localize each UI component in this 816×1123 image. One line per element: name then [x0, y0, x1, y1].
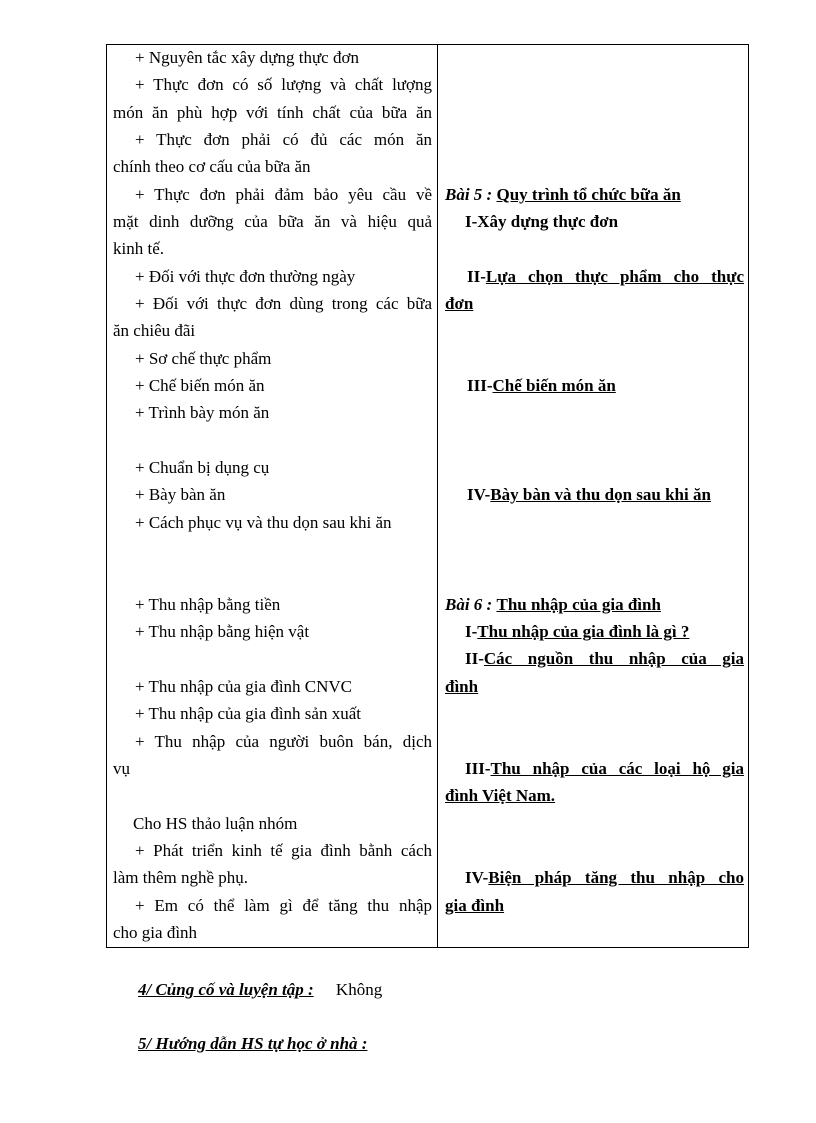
left-line: + Chế biến món ăn — [135, 376, 265, 395]
section-heading — [445, 375, 616, 399]
section-2-title-cont: đơn — [445, 294, 474, 313]
left-line: kinh tế. — [113, 239, 164, 258]
lesson-6-section-3-title: Thu nhập của các loại hộ gia — [490, 759, 744, 778]
section-heading — [465, 211, 618, 235]
left-line: món ăn phù hợp với tính chất của bữa ăn — [113, 103, 432, 122]
section-1-title: I-Xây dựng thực đơn — [465, 212, 619, 231]
left-line: ăn chiêu đãi — [113, 321, 196, 340]
left-line: Cho HS thảo luận nhóm — [133, 814, 298, 833]
left-line: + Bày bàn ăn — [135, 485, 226, 504]
lesson-table — [106, 44, 749, 948]
section-heading-cont — [445, 895, 504, 919]
left-line: + Thực đơn phải đảm bảo yêu cầu về — [135, 185, 432, 204]
section-heading — [445, 484, 711, 508]
left-line: + Thu nhập của gia đình sản xuất — [135, 704, 361, 723]
section-heading-cont — [445, 785, 555, 809]
section-4-value: Không — [335, 980, 383, 999]
section-prefix: IV- — [467, 485, 491, 504]
left-line: + Thu nhập bằng hiện vật — [135, 622, 310, 641]
column-divider — [437, 45, 438, 947]
left-line: + Sơ chế thực phẩm — [135, 349, 272, 368]
lesson-6-section-4-title: Biện pháp tăng thu nhập cho — [488, 868, 744, 887]
section-5-label: 5/ Hướng dẫn HS tự học ở nhà : — [138, 1034, 368, 1053]
section-prefix: II- — [465, 649, 484, 668]
section-prefix: II- — [467, 267, 486, 286]
left-line: cho gia đình — [113, 923, 198, 942]
left-line: + Thu nhập của gia đình CNVC — [135, 677, 353, 696]
section-prefix: III- — [465, 759, 491, 778]
left-line: mặt dinh dưỡng của bữa ăn và hiệu quả — [113, 212, 432, 231]
lesson-6-section-2-title-cont: đình — [445, 677, 479, 696]
lesson-6-label: Bài 6 : — [445, 595, 493, 614]
consolidation-section — [138, 979, 382, 1001]
section-4-title: Bày bàn và thu dọn sau khi ăn — [490, 485, 711, 504]
section-heading-cont — [445, 293, 473, 317]
lesson-6-heading — [445, 594, 661, 618]
section-heading — [445, 867, 744, 891]
section-prefix: III- — [467, 376, 493, 395]
left-line: + Phát triển kinh tế gia đình bằnh cách — [135, 841, 432, 860]
section-2-title: Lựa chọn thực phẩm cho thực — [485, 267, 744, 286]
lesson-6-section-3-title-cont: đình Việt Nam. — [445, 786, 556, 805]
lesson-5-title: Quy trình tổ chức bữa ăn — [496, 185, 681, 204]
section-heading — [445, 758, 744, 782]
left-line: + Em có thể làm gì để tăng thu nhập — [135, 896, 432, 915]
section-4-label: 4/ Củng cố và luyện tập : — [138, 980, 314, 999]
lesson-6-section-4-title-cont: gia đình — [445, 896, 505, 915]
section-heading — [445, 621, 689, 645]
left-line: + Thu nhập bằng tiền — [135, 595, 281, 614]
section-prefix: IV- — [465, 868, 489, 887]
left-line: + Cách phục vụ và thu dọn sau khi ăn — [135, 513, 392, 532]
left-line: chính theo cơ cấu của bữa ăn — [113, 157, 311, 176]
left-line: + Đối với thực đơn thường ngày — [135, 267, 356, 286]
left-line: làm thêm nghề phụ. — [113, 868, 249, 887]
left-line: + Nguyên tắc xây dựng thực đơn — [135, 48, 359, 67]
lesson-5-heading — [445, 184, 681, 208]
section-heading-cont — [445, 676, 478, 700]
left-line: + Chuẩn bị dụng cụ — [135, 458, 270, 477]
left-line: + Thực đơn có số lượng và chất lượng — [135, 75, 432, 94]
left-line: + Thực đơn phải có đủ các món ăn — [135, 130, 432, 149]
homework-section — [138, 1033, 367, 1055]
section-3-title: Chế biến món ăn — [492, 376, 616, 395]
left-line: vụ — [113, 759, 130, 778]
lesson-6-section-1-title: Thu nhập của gia đình là gì ? — [477, 622, 690, 641]
section-heading — [445, 266, 744, 290]
section-prefix: I- — [465, 622, 478, 641]
left-line: + Đối với thực đơn dùng trong các bữa — [135, 294, 432, 313]
section-heading — [445, 648, 744, 672]
lesson-5-label: Bài 5 : — [445, 185, 493, 204]
left-line: + Trình bày món ăn — [135, 403, 270, 422]
lesson-6-section-2-title: Các nguồn thu nhập của gia — [483, 649, 744, 668]
lesson-6-title: Thu nhập của gia đình — [496, 595, 661, 614]
left-line: + Thu nhập của người buôn bán, dịch — [135, 732, 432, 751]
